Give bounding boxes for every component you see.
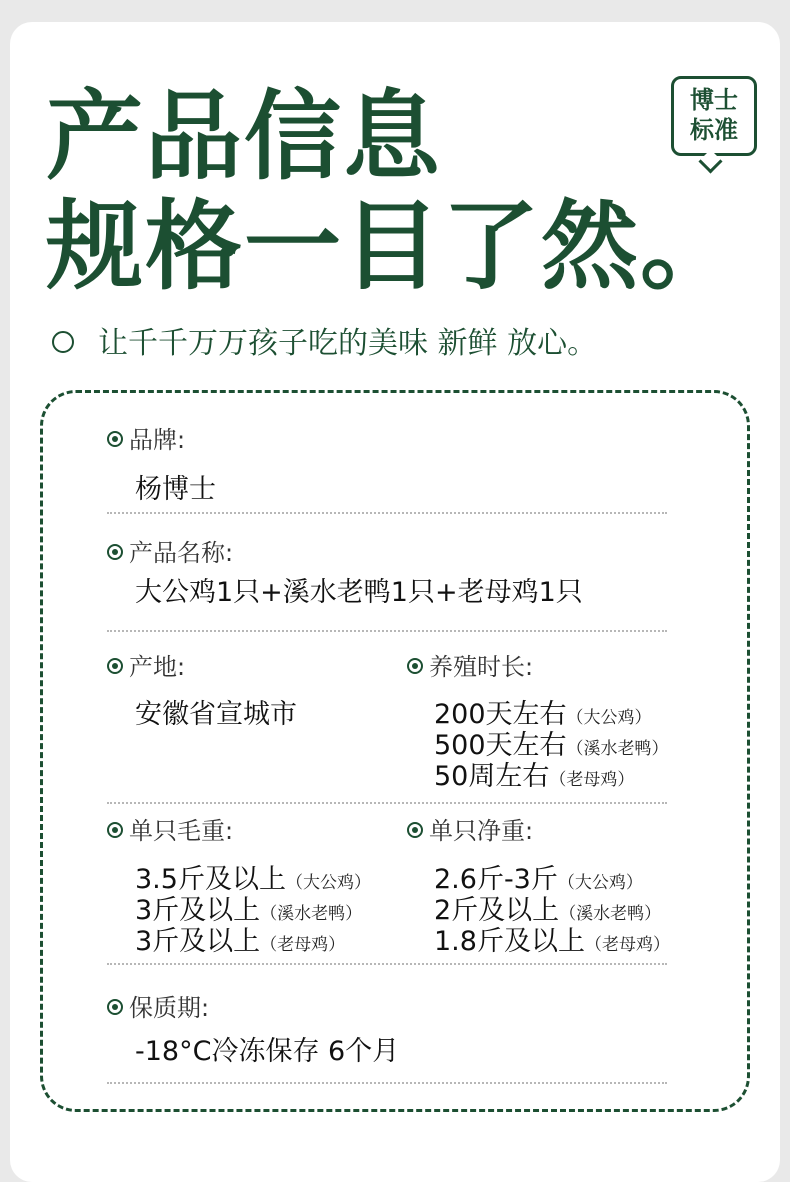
net-weight-line-2: 2斤及以上（溪水老鸭）	[434, 895, 662, 926]
bullseye-icon	[107, 822, 123, 838]
gross-weight-line-3: 3斤及以上（老母鸡）	[135, 926, 346, 957]
bullseye-icon	[107, 658, 123, 674]
net-weight-line-3: 1.8斤及以上（老母鸡）	[434, 926, 670, 957]
divider	[107, 1082, 667, 1084]
divider	[107, 512, 667, 514]
headline-line-1: 产品信息	[46, 80, 442, 193]
breeding-label	[407, 652, 533, 682]
gross-weight-label-text: 单只毛重:	[129, 817, 234, 845]
brand-label	[107, 425, 185, 455]
product-name-value: 大公鸡1只+溪水老鸭1只+老母鸡1只	[135, 577, 583, 608]
origin-value: 安徽省宣城市	[135, 699, 297, 730]
tagline	[52, 324, 597, 364]
breeding-line-3: 50周左右（老母鸡）	[434, 761, 635, 792]
bullseye-icon	[107, 999, 123, 1015]
product-name-label-text: 产品名称:	[129, 539, 234, 567]
gross-weight-line-1: 3.5斤及以上（大公鸡）	[135, 864, 371, 895]
brand-label-text: 品牌:	[129, 426, 186, 454]
net-weight-line-1: 2.6斤-3斤（大公鸡）	[434, 864, 643, 895]
divider	[107, 802, 667, 804]
brand-value: 杨博士	[135, 474, 216, 505]
bullseye-icon	[107, 431, 123, 447]
bullseye-icon	[107, 544, 123, 560]
net-weight-label-text: 单只净重:	[429, 817, 534, 845]
headline-line-2: 规格一目了然。	[46, 190, 739, 303]
doctor-standard-badge	[671, 76, 757, 156]
breeding-line-2: 500天左右（溪水老鸭）	[434, 730, 669, 761]
breeding-line-1: 200天左右（大公鸡）	[434, 699, 652, 730]
shelf-life-value: -18°C冷冻保存 6个月	[135, 1036, 400, 1067]
gross-weight-line-2: 3斤及以上（溪水老鸭）	[135, 895, 363, 926]
shelf-life-label-text: 保质期:	[129, 994, 210, 1022]
bullseye-icon	[407, 822, 423, 838]
bullseye-icon	[407, 658, 423, 674]
origin-label-text: 产地:	[129, 653, 186, 681]
breeding-label-text: 养殖时长:	[429, 653, 534, 681]
divider	[107, 963, 667, 965]
circle-icon	[52, 331, 74, 353]
badge-line-1: 博士	[690, 86, 738, 114]
origin-label	[107, 652, 185, 682]
tagline-text: 让千千万万孩子吃的美味 新鲜 放心。	[98, 326, 598, 361]
gross-weight-label	[107, 816, 233, 846]
shelf-life-label	[107, 993, 209, 1023]
badge-line-2: 标准	[690, 116, 738, 144]
product-name-label	[107, 538, 233, 568]
divider	[107, 630, 667, 632]
net-weight-label	[407, 816, 533, 846]
